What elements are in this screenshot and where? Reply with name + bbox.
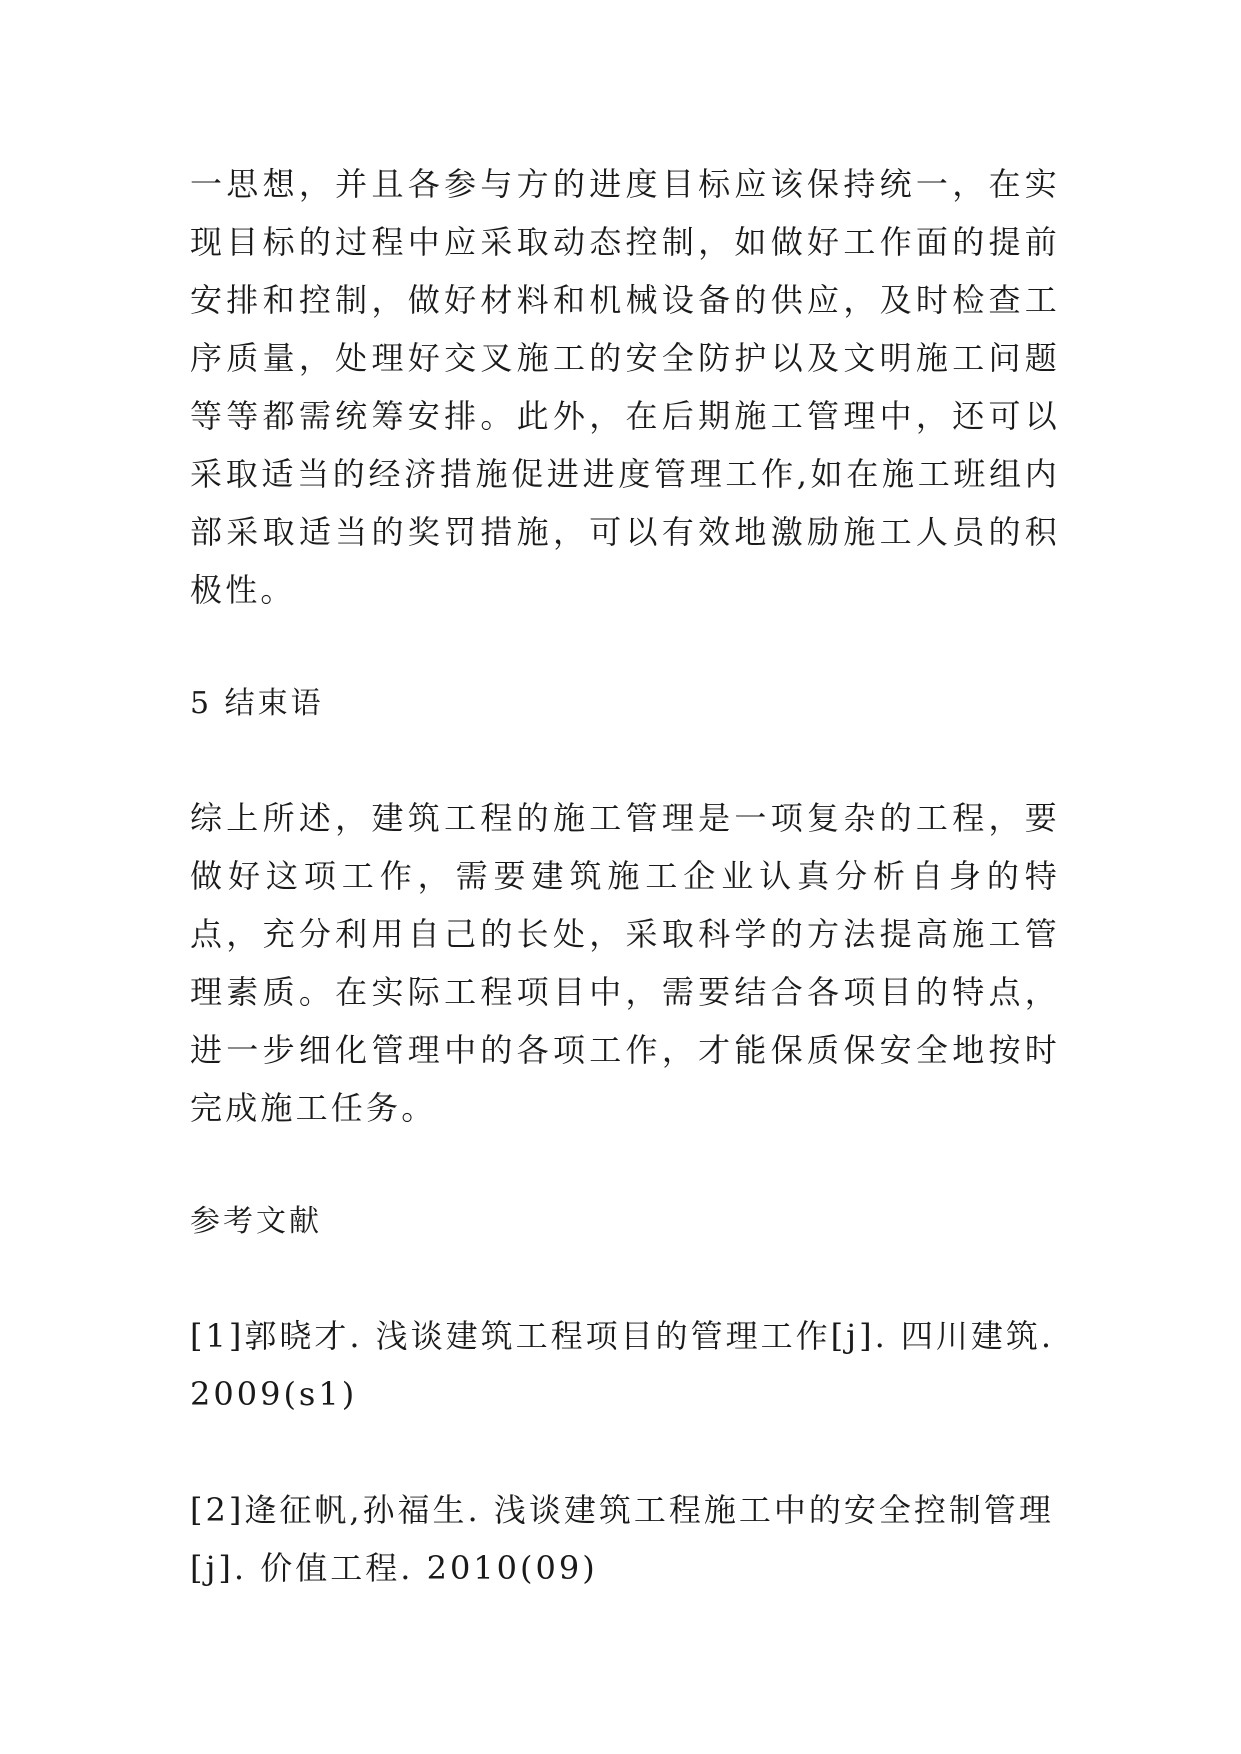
body-paragraph: 综上所述，建筑工程的施工管理是一项复杂的工程，要做好这项工作，需要建筑施工企业认真分析自身的特点，充分利用自己的长处，采取科学的方法提高施工管理素质。在实际工程项目中，需要结合各项目的特点，进一步细化管理中的各项工作，才能保质保安全地按时完成施工任务。 (190, 799, 1060, 1127)
references-heading: 参考文献 (190, 1204, 322, 1239)
body-paragraph: 一思想，并且各参与方的进度目标应该保持统一，在实现目标的过程中应采取动态控制，如做好工作面的提前安排和控制，做好材料和机械设备的供应，及时检查工序质量，处理好交叉施工的安全防护以及文明施工问题等等都需统筹安排。此外，在后期施工管理中，还可以采取适当的经济措施促进进度管理工作,如在施工班组内部采取适当的奖罚措施，可以有效地激励施工人员的积极性。 (190, 165, 1060, 609)
reference-item: [2]逄征帆,孙福生. 浅谈建筑工程施工中的安全控制管理[j]. 价值工程. 2010(09) (190, 1491, 1054, 1587)
reference-item: [1]郭晓才. 浅谈建筑工程项目的管理工作[j]. 四川建筑. 2009(s1) (190, 1317, 1055, 1413)
section-heading: 5 结束语 (190, 686, 324, 721)
document-page (190, 155, 1060, 1597)
